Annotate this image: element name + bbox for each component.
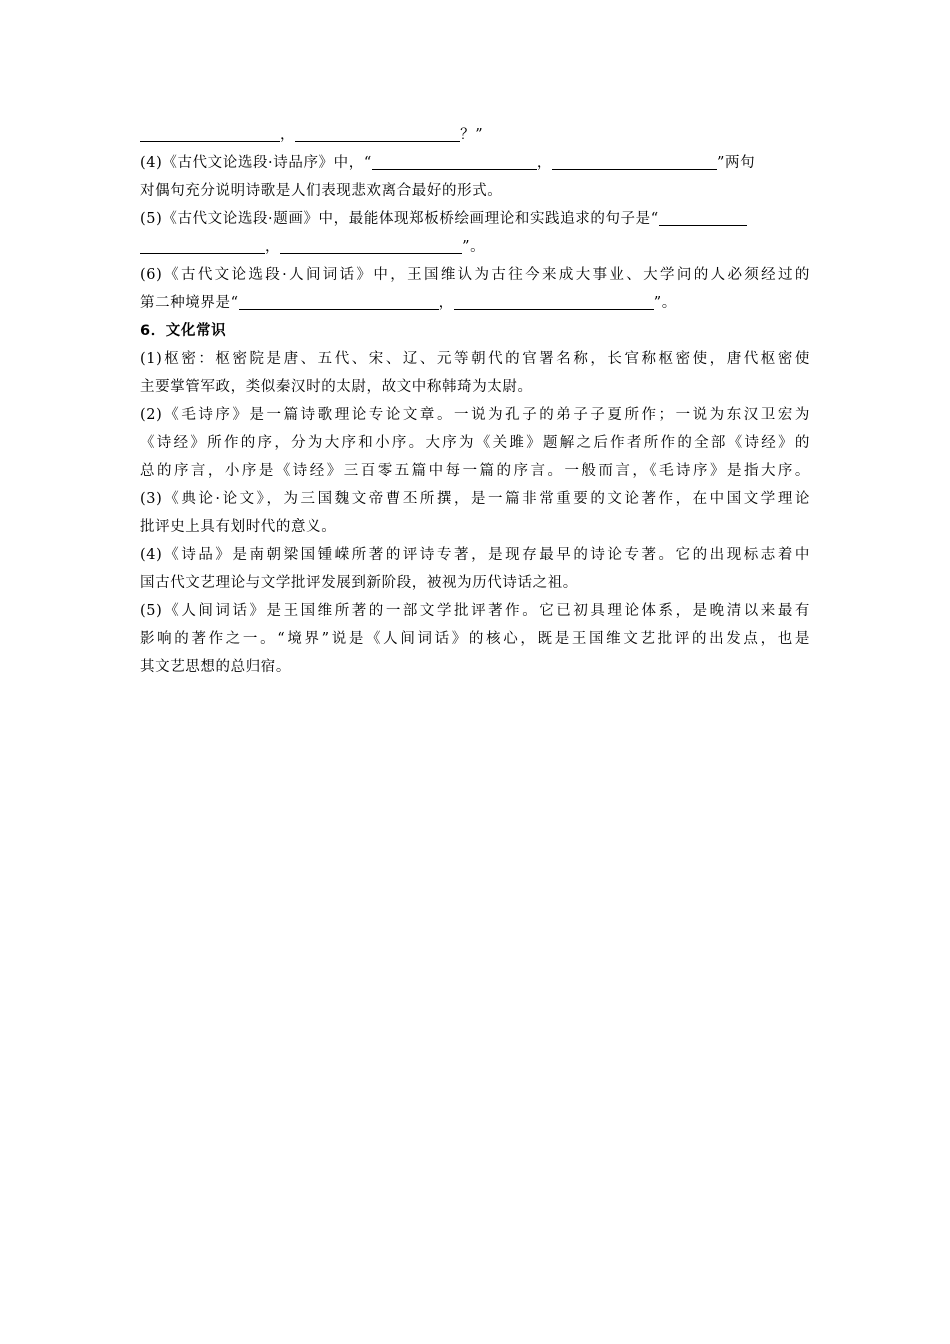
answer-blank[interactable] <box>295 126 460 142</box>
fill-item-6-cont <box>140 289 810 317</box>
separator: ， <box>265 239 281 255</box>
item-text: ”。 <box>653 295 677 311</box>
separator: ， <box>536 155 552 171</box>
item-text: (4)《古代文论选段·诗品序》中，“ <box>140 155 372 171</box>
answer-blank[interactable] <box>372 154 537 170</box>
paragraph-line: 其文艺思想的总归宿。 <box>140 659 291 675</box>
fill-item-5 <box>140 205 810 233</box>
fill-item-4-cont: 对偶句充分说明诗歌是人们表现悲欢离合最好的形式。 <box>140 183 503 199</box>
answer-blank[interactable] <box>140 126 280 142</box>
answer-blank[interactable] <box>454 294 654 310</box>
paragraph-line: (4)《诗品》是南朝梁国锺嵘所著的评诗专著，是现存最早的诗论专著。它的出现标志着中 <box>140 547 810 563</box>
fill-item-6: (6)《古代文论选段·人间词话》中，王国维认为古往今来成大事业、大学问的人必须经过的 <box>140 267 810 283</box>
fill-item-4 <box>140 149 810 177</box>
answer-blank[interactable] <box>239 294 439 310</box>
item-text: (5)《古代文论选段·题画》中，最能体现郑板桥绘画理论和实践追求的句子是“ <box>140 211 659 227</box>
paragraph-line: (2)《毛诗序》是一篇诗歌理论专论文章。一说为孔子的弟子子夏所作；一说为东汉卫宏为 <box>140 407 810 423</box>
paragraph-line: (5)《人间词话》是王国维所著的一部文学批评著作。它已初具理论体系，是晚清以来最有 <box>140 603 810 619</box>
separator: ， <box>280 127 296 143</box>
answer-blank[interactable] <box>140 238 265 254</box>
fill-line-continuation <box>140 121 810 149</box>
fill-item-5-cont <box>140 233 810 261</box>
paragraph-line: 批评史上具有划时代的意义。 <box>140 519 337 535</box>
item-text: 第二种境界是“ <box>140 295 239 311</box>
line-tail: ？” <box>460 127 484 143</box>
paragraph-line: 《诗经》所作的序，分为大序和小序。大序为《关雎》题解之后作者所作的全部《诗经》的 <box>140 435 810 451</box>
item-text: ”。 <box>462 239 486 255</box>
item-text: ”两句 <box>716 155 756 171</box>
answer-blank[interactable] <box>280 238 462 254</box>
answer-blank[interactable] <box>552 154 717 170</box>
paragraph-line: 主要掌管军政，类似秦汉时的太尉，故文中称韩琦为太尉。 <box>140 379 533 395</box>
paragraph-line: 国古代文艺理论与文学批评发展到新阶段，被视为历代诗话之祖。 <box>140 575 578 591</box>
section-heading: 6．文化常识 <box>140 323 227 339</box>
paragraph-line: 总的序言，小序是《诗经》三百零五篇中每一篇的序言。一般而言，《毛诗序》是指大序。 <box>140 463 810 479</box>
paragraph-line: 影响的著作之一。“境界”说是《人间词话》的核心，既是王国维文艺批评的出发点，也是 <box>140 631 810 647</box>
paragraph-line: (1)枢密：枢密院是唐、五代、宋、辽、元等朝代的官署名称，长官称枢密使，唐代枢密使 <box>140 351 810 367</box>
paragraph-line: (3)《典论·论文》，为三国魏文帝曹丕所撰，是一篇非常重要的文论著作，在中国文学理论 <box>140 491 810 507</box>
separator: ， <box>438 295 454 311</box>
document-page <box>140 121 810 681</box>
answer-blank[interactable] <box>659 210 747 226</box>
